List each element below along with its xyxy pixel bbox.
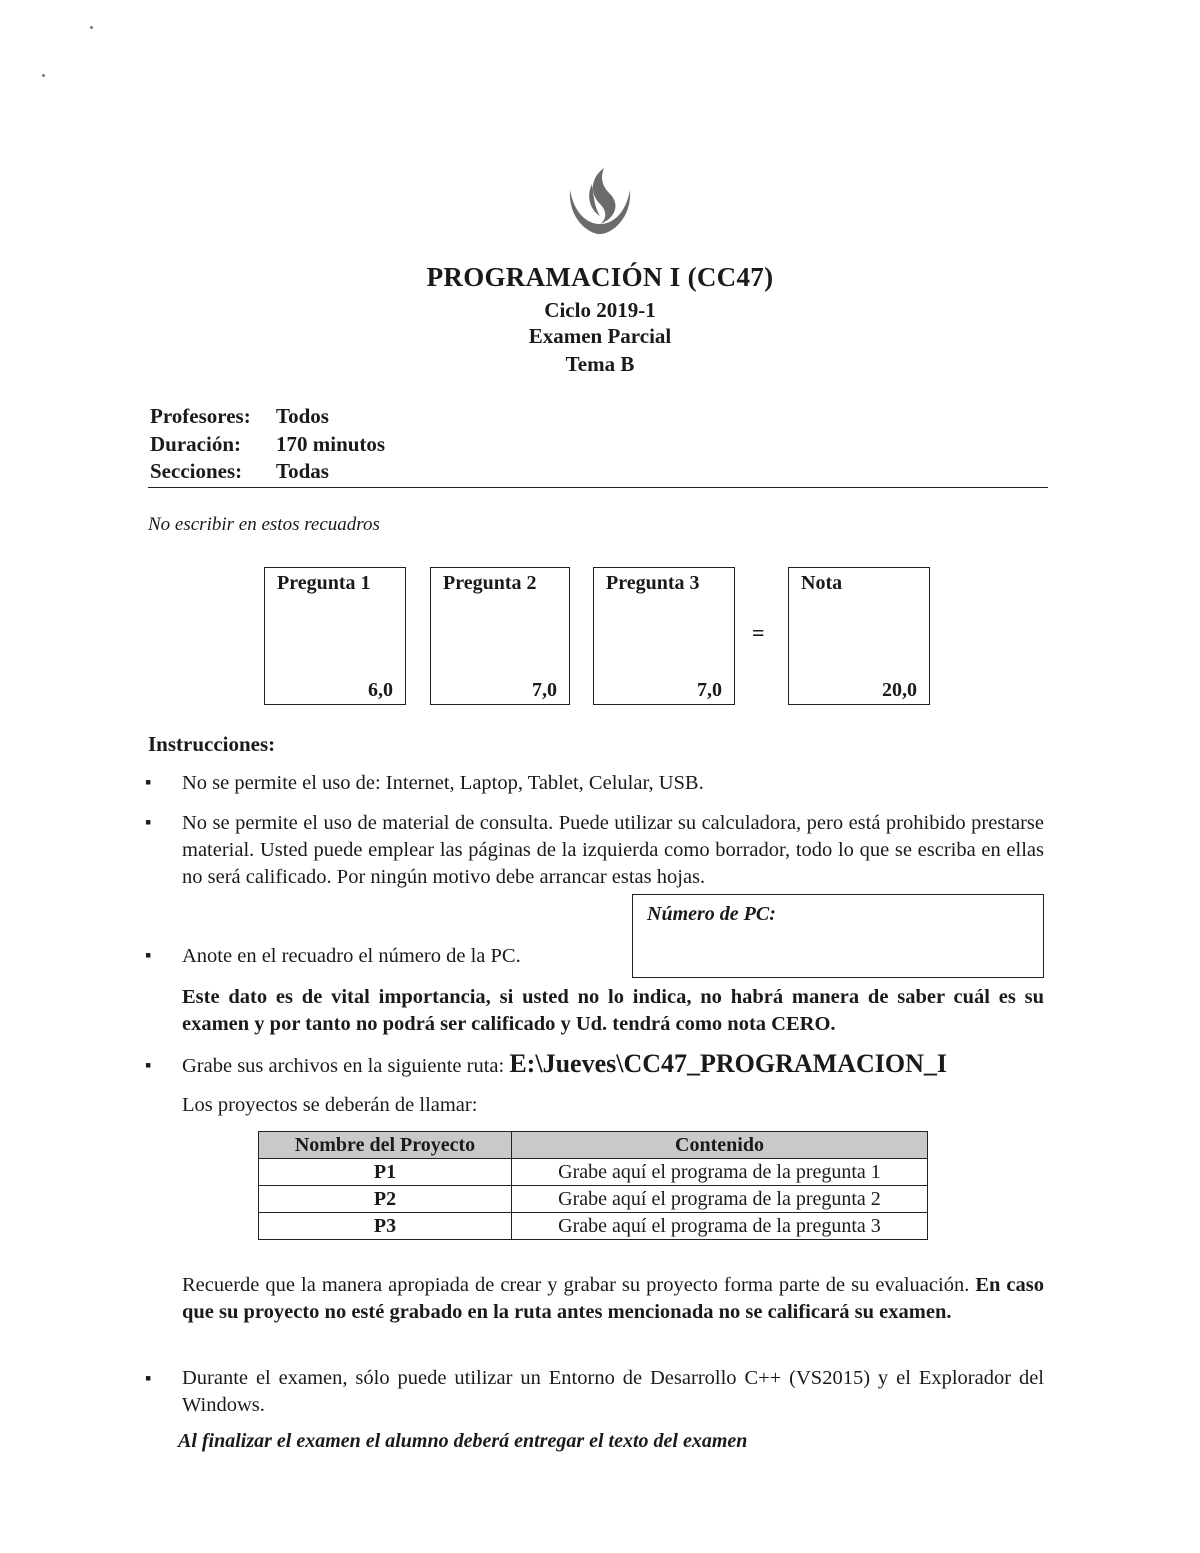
score-box-points: 7,0: [532, 679, 557, 701]
instruction-item-3: Anote en el recuadro el número de la PC.: [182, 945, 521, 967]
save-route-path: E:\Jueves\CC47_PROGRAMACION_I: [509, 1049, 947, 1078]
table-row: [259, 1159, 928, 1186]
scan-speck: [90, 26, 93, 29]
score-box-total: [788, 567, 930, 705]
remember-text: Recuerde que la manera apropiada de crear y grabar su proyecto forma parte de su evaluación.: [182, 1274, 970, 1296]
score-box-points: 7,0: [697, 679, 722, 701]
remember-paragraph: [182, 1272, 1044, 1326]
score-box-question-2: [430, 567, 570, 705]
instruction-item-2-text: No se permite el uso de material de consulta. Puede utilizar su calculadora, pero está prohibido prestarse material. Usted puede emplear las páginas de la izquierda como borrador, todo lo que se escriba en ellas no será calificado. Por ningún motivo debe arrancar estas hojas.: [182, 812, 1044, 888]
remember-warning: En caso que su proyecto no esté grabado en la ruta antes mencionada no se calificará su examen.: [182, 1274, 1045, 1323]
pc-number-label: Número de PC:: [647, 903, 776, 925]
save-route-prefix: Grabe sus archivos en la siguiente ruta:: [182, 1055, 505, 1077]
instruction-item-2: [182, 810, 1044, 891]
score-box-title: Pregunta 2: [443, 572, 537, 594]
instruction-item-3-warning: [182, 984, 1044, 1038]
project-name-cell: P1: [259, 1159, 512, 1186]
score-box-points: 20,0: [882, 679, 917, 701]
project-name-cell: P3: [259, 1213, 512, 1240]
instruction-item-1: No se permite el uso de: Internet, Laptop, Tablet, Celular, USB.: [182, 772, 704, 794]
equals-sign: =: [752, 620, 765, 645]
project-name-cell: P2: [259, 1186, 512, 1213]
score-box-question-1: [264, 567, 406, 705]
sections-label: Secciones:: [150, 459, 243, 483]
score-box-question-3: [593, 567, 735, 705]
bullet-icon: ▪: [145, 772, 152, 792]
instructions-heading: Instrucciones:: [148, 732, 276, 756]
pc-number-box: [632, 894, 1044, 978]
table-row: [259, 1213, 928, 1240]
exam-title: PROGRAMACIÓN I (CC47): [426, 262, 774, 292]
instruction-item-5: Durante el examen, sólo puede utilizar un Entorno de Desarrollo C++ (VS2015) y el Explorador del Windows.: [182, 1367, 1044, 1416]
projects-intro: Los proyectos se deberán de llamar:: [182, 1094, 478, 1116]
bullet-icon: ▪: [145, 1368, 152, 1388]
score-box-title: Nota: [801, 572, 843, 594]
exam-cycle: Ciclo 2019-1: [544, 298, 656, 322]
sections-value: Todas: [276, 459, 329, 483]
table-header-row: [259, 1132, 928, 1159]
bullet-icon: ▪: [145, 812, 152, 832]
header-divider: [148, 487, 1048, 488]
project-content-cell: Grabe aquí el programa de la pregunta 3: [512, 1213, 928, 1240]
score-box-title: Pregunta 1: [277, 572, 371, 594]
projects-table: [258, 1131, 928, 1240]
professors-value: Todos: [276, 404, 329, 428]
no-write-note: No escribir en estos recuadros: [148, 514, 380, 535]
pc-warning-text: Este dato es de vital importancia, si usted no lo indica, no habrá manera de saber cuál es su examen y por tanto no podrá ser calificado y Ud. tendrá como nota CERO.: [182, 986, 1044, 1035]
table-header-content: Contenido: [512, 1132, 928, 1159]
project-content-cell: Grabe aquí el programa de la pregunta 2: [512, 1186, 928, 1213]
scan-speck: [42, 74, 45, 77]
exam-topic: Tema B: [565, 352, 635, 376]
final-note: Al finalizar el examen el alumno deberá entregar el texto del examen: [178, 1430, 748, 1452]
duration-value: 170 minutos: [276, 432, 386, 456]
professors-label: Profesores:: [150, 404, 251, 428]
duration-label: Duración:: [150, 432, 241, 456]
score-box-title: Pregunta 3: [606, 572, 700, 594]
project-content-cell: Grabe aquí el programa de la pregunta 1: [512, 1159, 928, 1186]
bullet-icon: ▪: [145, 945, 152, 965]
score-box-points: 6,0: [368, 679, 393, 701]
table-row: [259, 1186, 928, 1213]
exam-type: Examen Parcial: [528, 324, 672, 348]
bullet-icon: ▪: [145, 1055, 152, 1075]
table-header-project-name: Nombre del Proyecto: [259, 1132, 512, 1159]
university-logo: [560, 160, 640, 240]
instruction-item-4: [182, 1050, 1044, 1080]
